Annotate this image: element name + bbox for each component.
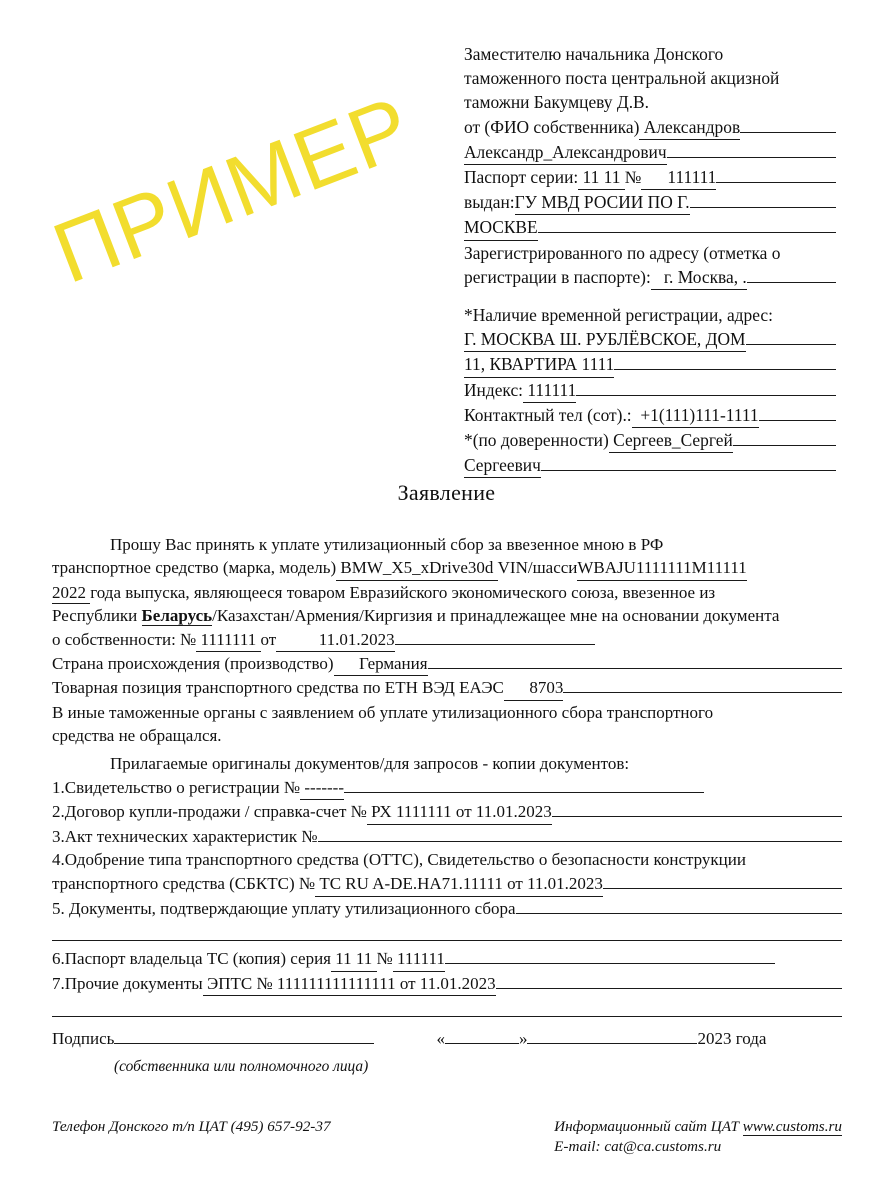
attachment-4-value[interactable]: ТС RU A-DE.НА71.11111 от 11.01.2023 [315, 872, 603, 897]
republic-selected[interactable]: Беларусь [141, 606, 213, 626]
date-month-field[interactable] [527, 1029, 697, 1044]
attachment-5-label: 5. Документы, подтверждающие уплату утилизационного сбора [52, 898, 516, 918]
vehicle-label: транспортное средство (марка, модель) [52, 558, 337, 578]
proxy-label: *(по доверенности) [464, 430, 609, 451]
attachment-6-number-value[interactable]: 111111 [393, 947, 445, 972]
attachment-item-3 [52, 825, 842, 849]
temp-registration-value-line1[interactable]: Г. МОСКВА Ш. РУБЛЁВСКОЕ, ДОМ [464, 327, 746, 352]
footer-site-label: Информационный сайт ЦАТ [554, 1118, 743, 1135]
application-body [52, 533, 842, 748]
attachment-6-rule [445, 963, 775, 964]
ownership-label: о собственности: № [52, 629, 197, 649]
page-title: Заявление [397, 480, 496, 505]
attachment-3-label: 3.Акт технических характеристик № [52, 826, 318, 846]
temp-registration-row-2 [464, 352, 836, 377]
phone-rule [759, 420, 836, 421]
attachment-4-label: транспортного средства (СБКТС) № [52, 873, 316, 893]
phone-label: Контактный тел (сот).: [464, 404, 632, 425]
no-other-authority-line2: средства не обращался. [52, 726, 222, 746]
attachments-block [52, 752, 842, 1017]
attachment-7-label: 7.Прочие документы [52, 973, 203, 993]
attachment-7-rule [496, 988, 842, 989]
passport-issued-row-2 [464, 215, 836, 240]
addressee-line-1: Заместителю начальника Донского [464, 44, 724, 64]
postal-index-row [464, 378, 836, 403]
ownership-doc-row [52, 628, 842, 652]
attachment-3-rule [318, 841, 842, 842]
temp-registration-value-line2[interactable]: 11, КВАРТИРА 1111 [464, 352, 614, 377]
signature-caption: (собственника или полномочного лица) [114, 1058, 369, 1075]
signature-block [52, 1028, 842, 1078]
owner-rule [740, 132, 836, 133]
footer-site-url[interactable]: www.customs.ru [742, 1118, 842, 1135]
addressee-block [464, 42, 836, 478]
temp-registration-row-1 [464, 327, 836, 352]
attachment-item-1 [52, 776, 842, 801]
origin-rule [428, 668, 842, 669]
origin-value[interactable]: Германия [334, 652, 428, 676]
attachment-2-label: 2.Договор купли-продажи / справка-счет № [52, 802, 367, 822]
tnved-label: Товарная позиция транспортного средства по ЕТН ВЭД ЕАЭС [52, 678, 504, 698]
postal-index-label: Индекс: [464, 379, 523, 400]
registered-label-line1: Зарегистрированного по адресу (отметка о [464, 242, 781, 263]
date-year-label: 2023 года [697, 1029, 767, 1048]
footer-contacts [554, 1117, 842, 1157]
date-day-field[interactable] [445, 1029, 519, 1044]
attachment-7-continuation-rule[interactable] [52, 1016, 842, 1017]
republic-label: Республики [52, 606, 142, 626]
registered-rule [747, 282, 836, 283]
header-spacer [464, 290, 836, 303]
republic-line [52, 604, 842, 627]
origin-label: Страна происхождения (производство) [52, 654, 334, 674]
ownership-rule [395, 644, 595, 645]
vehicle-make-model-value[interactable]: BMW_X5_xDrive30d [336, 556, 497, 580]
attachment-1-label: 1.Свидетельство о регистрации № [52, 777, 301, 797]
year-tail-text: года выпуска, являющееся товаром Евразийского экономического союза, ввезенное из [90, 582, 716, 602]
attachment-6-label: 6.Паспорт владельца ТС (копия) серия [52, 949, 331, 969]
proxy-value-line2[interactable]: Сергеевич [464, 453, 541, 478]
owner-name-row-2 [464, 140, 836, 165]
attachment-6-number-sign-icon: № [376, 949, 393, 969]
postal-index-rule [576, 395, 836, 396]
temp-registration-label: *Наличие временной регистрации, адрес: [464, 305, 773, 326]
attachment-7-value[interactable]: ЭПТС № 111111111111111 от 11.01.2023 [203, 972, 496, 997]
addressee-line-2: таможенного поста центральной акцизной [464, 68, 780, 89]
signature-field[interactable] [114, 1029, 374, 1044]
passport-label: Паспорт серии: [464, 167, 579, 188]
proxy-rule-2 [541, 470, 836, 471]
attachment-7-spacer [52, 996, 842, 1016]
vehicle-row [52, 556, 842, 580]
registered-address-row [464, 265, 836, 290]
attachment-5-rule [516, 913, 842, 914]
tnved-value[interactable]: 8703 [504, 676, 564, 700]
date-quote-open: « [436, 1029, 445, 1048]
vin-label: VIN/шасси [497, 558, 578, 578]
proxy-value[interactable]: Сергеев_Сергей [609, 428, 733, 453]
signature-label: Подпись [52, 1029, 115, 1048]
passport-rule [716, 182, 836, 183]
number-sign-icon: № [624, 167, 642, 188]
page-footer [52, 1117, 842, 1157]
proxy-row-2 [464, 453, 836, 478]
example-watermark [26, 44, 427, 341]
footer-phone: Телефон Донского т/п ЦАТ (495) 657-92-37 [52, 1118, 331, 1135]
issued-value-line2[interactable]: МОСКВЕ [464, 215, 538, 240]
attachment-item-4 [52, 872, 842, 897]
passport-number-value[interactable]: 111111 [641, 165, 716, 190]
attachments-heading: Прилагаемые оригиналы документов/для запросов - копии документов: [110, 754, 630, 773]
footer-site-row [554, 1117, 842, 1137]
attachment-item-5 [52, 897, 842, 921]
signature-row [52, 1028, 842, 1050]
attachment-2-value[interactable]: РХ 1111111 от 11.01.2023 [367, 800, 552, 825]
attachment-5-spacer [52, 920, 842, 940]
attachment-2-rule [552, 816, 842, 817]
attachment-6-series-value[interactable]: 11 11 [331, 947, 377, 972]
ownership-date-value[interactable]: 11.01.2023 [276, 628, 394, 652]
owner-value[interactable]: Александров [639, 115, 740, 140]
attachment-4-rule [603, 888, 842, 889]
body-intro-line1: Прошу Вас принять к уплате утилизационный сбор за ввезенное мною в РФ [110, 535, 664, 554]
attachment-item-6 [52, 947, 842, 972]
passport-series-value[interactable]: 11 11 [578, 165, 625, 190]
tnved-row [52, 676, 842, 700]
addressee-line-3: таможни Бакумцеву Д.В. [464, 92, 649, 113]
temp-registration-rule-1 [746, 344, 836, 345]
owner-name-row [464, 115, 836, 140]
attachment-item-2 [52, 800, 842, 825]
no-other-authority-line1: В иные таможенные органы с заявлением об уплате утилизационного сбора транспортного [52, 702, 714, 722]
attachment-item-7 [52, 972, 842, 997]
temp-registration-rule-2 [614, 369, 836, 370]
year-line [52, 581, 842, 604]
issued-rule [690, 207, 836, 208]
passport-series-row [464, 165, 836, 190]
owner-label: от (ФИО собственника) [464, 116, 640, 137]
attachment-1-value[interactable]: ------- [300, 776, 344, 801]
ownership-from-label: от [260, 629, 277, 649]
passport-issued-row [464, 190, 836, 215]
proxy-row [464, 428, 836, 453]
proxy-rule [733, 445, 836, 446]
owner-value-line2[interactable]: Александр_Александрович [464, 140, 667, 165]
vin-value[interactable]: WBAJU1111111M11111 [577, 556, 746, 580]
footer-email[interactable]: E-mail: cat@ca.customs.ru [554, 1138, 722, 1155]
year-value[interactable]: 2022 [52, 582, 91, 602]
issued-label: выдан: [464, 192, 515, 213]
tnved-rule [563, 692, 842, 693]
registered-value[interactable]: г. Москва, . [651, 265, 747, 290]
ownership-number-value[interactable]: 1111111 [196, 628, 260, 652]
watermark-text: ПРИМЕР [40, 77, 424, 302]
issued-rule-2 [538, 232, 836, 233]
owner-rule-2 [667, 157, 836, 158]
republic-rest: /Казахстан/Армения/Киргизия и принадлежащее мне на основании документа [212, 606, 780, 626]
postal-index-value[interactable]: 111111 [523, 378, 576, 403]
registered-label-line2: регистрации в паспорте): [464, 266, 651, 287]
attachment-4-line1: 4.Одобрение типа транспортного средства (ОТТС), Свидетельство о безопасности конструкции [52, 850, 746, 870]
phone-row [464, 403, 836, 428]
date-quote-close: » [518, 1029, 528, 1048]
issued-value[interactable]: ГУ МВД РОСИИ ПО Г. [515, 190, 690, 215]
attachment-1-rule [344, 792, 704, 793]
phone-value[interactable]: +1(111)111-1111 [632, 403, 759, 428]
origin-country-row [52, 652, 842, 676]
